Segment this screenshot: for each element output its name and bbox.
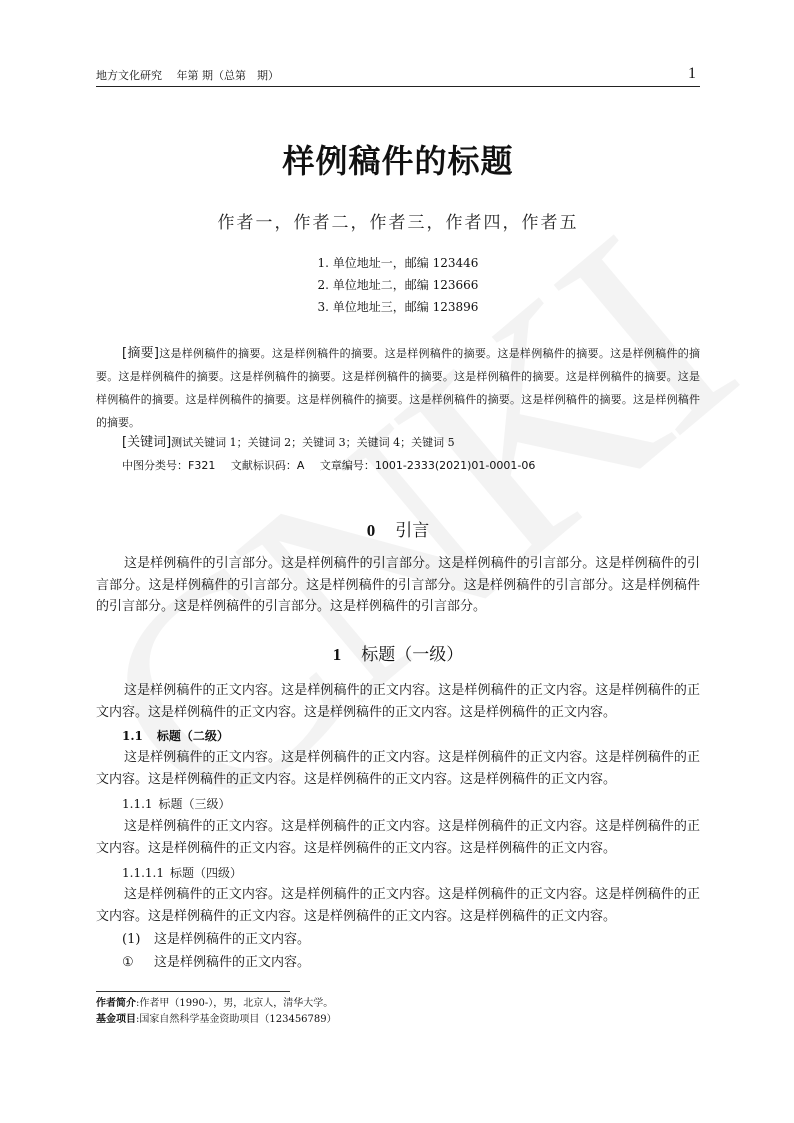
section-heading-1 — [96, 640, 700, 665]
author-list: 作者一，作者二，作者三，作者四，作者五 — [217, 213, 579, 233]
author-bio-label: 作者简介 — [96, 998, 136, 1009]
subsubsection-title: 标题（三级） — [158, 797, 231, 811]
abstract-label: [摘要] — [122, 346, 159, 361]
affiliation-2: 2. 单位地址二，邮编 123666 — [317, 278, 479, 292]
fund-footnote — [96, 1012, 700, 1027]
affiliations — [96, 252, 700, 318]
affiliation-3: 3. 单位地址三，邮编 123896 — [317, 300, 479, 314]
subsubsection-1-1-1-paragraph: 这是样例稿件的正文内容。这是样例稿件的正文内容。这是样例稿件的正文内容。这是样例稿件的正文内容。这是样例稿件的正文内容。这是样例稿件的正文内容。这是样例稿件的正文内容。 — [96, 819, 700, 856]
fund-text: :国家自然科学基金资助项目（123456789） — [136, 1014, 337, 1025]
abstract-text: 这是样例稿件的摘要。这是样例稿件的摘要。这是样例稿件的摘要。这是样例稿件的摘要。这是样例稿件的摘要。这是样例稿件的摘要。这是样例稿件的摘要。这是样例稿件的摘要。这是样例稿件的摘要。这是样例稿件的摘要。这是样例稿件的摘要。这是样例稿件的摘要。这是样例稿件的摘要。这是样例稿件的摘要。这是样例稿件的摘要。这是样例稿件的摘要。 — [96, 347, 700, 429]
list-item — [122, 929, 310, 951]
subsection-number: 1.1 — [122, 729, 143, 743]
list-item — [122, 952, 310, 974]
footnote-divider — [96, 991, 290, 992]
clc-number: 中图分类号：F321 — [122, 459, 216, 472]
section-number: 0 — [366, 521, 376, 540]
running-header — [96, 66, 700, 87]
list-item-number: ① — [122, 955, 134, 970]
subsection-1-1-paragraph: 这是样例稿件的正文内容。这是样例稿件的正文内容。这是样例稿件的正文内容。这是样例稿件的正文内容。这是样例稿件的正文内容。这是样例稿件的正文内容。这是样例稿件的正文内容。 — [96, 750, 700, 787]
section-title: 标题（一级） — [361, 645, 464, 665]
keywords-label: [关键词] — [122, 435, 172, 450]
list-item-text: 这是样例稿件的正文内容。 — [154, 955, 311, 970]
keywords-text: 测试关键词 1；关键词 2；关键词 3；关键词 4；关键词 5 — [171, 436, 455, 449]
section-1-paragraph: 这是样例稿件的正文内容。这是样例稿件的正文内容。这是样例稿件的正文内容。这是样例稿件的正文内容。这是样例稿件的正文内容。这是样例稿件的正文内容。这是样例稿件的正文内容。 — [96, 683, 700, 720]
subsection-title: 标题（二级） — [156, 729, 229, 743]
journal-issue-line: 地方文化研究 年第 期（总第 期） — [96, 69, 279, 82]
level4-paragraph: 这是样例稿件的正文内容。这是样例稿件的正文内容。这是样例稿件的正文内容。这是样例稿件的正文内容。这是样例稿件的正文内容。这是样例稿件的正文内容。这是样例稿件的正文内容。 — [96, 887, 700, 924]
classification-line — [96, 455, 700, 477]
document-code: 文献标识码：A — [230, 459, 305, 472]
subsubsection-heading-1-1-1 — [122, 794, 231, 814]
list-item-text: 这是样例稿件的正文内容。 — [154, 932, 311, 947]
affiliation-1: 1. 单位地址一，邮编 123446 — [317, 256, 479, 270]
author-bio-footnote — [96, 996, 700, 1011]
intro-paragraph: 这是样例稿件的引言部分。这是样例稿件的引言部分。这是样例稿件的引言部分。这是样例稿件的引言部分。这是样例稿件的引言部分。这是样例稿件的引言部分。这是样例稿件的引言部分。这是样例稿件的引言部分。这是样例稿件的引言部分。这是样例稿件的引言部分。 — [96, 556, 700, 614]
section-number: 1 — [332, 645, 342, 664]
keywords — [96, 432, 700, 454]
level4-number: 1.1.1.1 — [122, 866, 164, 880]
subsubsection-number: 1.1.1 — [122, 797, 153, 811]
article-number: 文章编号：1001-2333(2021)01-0001-06 — [319, 459, 536, 472]
list-item-number: (1) — [122, 932, 141, 947]
section-title: 引言 — [395, 521, 430, 541]
abstract — [96, 342, 700, 434]
page-number: 1 — [688, 65, 696, 82]
section-heading-intro — [96, 516, 700, 541]
subsection-heading-1-1 — [122, 726, 229, 746]
paper-title: 样例稿件的标题 — [282, 142, 514, 180]
level4-title: 标题（四级） — [169, 866, 242, 880]
author-bio-text: :作者甲（1990-），男，北京人，清华大学。 — [136, 998, 334, 1009]
fund-label: 基金项目 — [96, 1014, 136, 1025]
level4-heading-1-1-1-1 — [122, 863, 242, 883]
